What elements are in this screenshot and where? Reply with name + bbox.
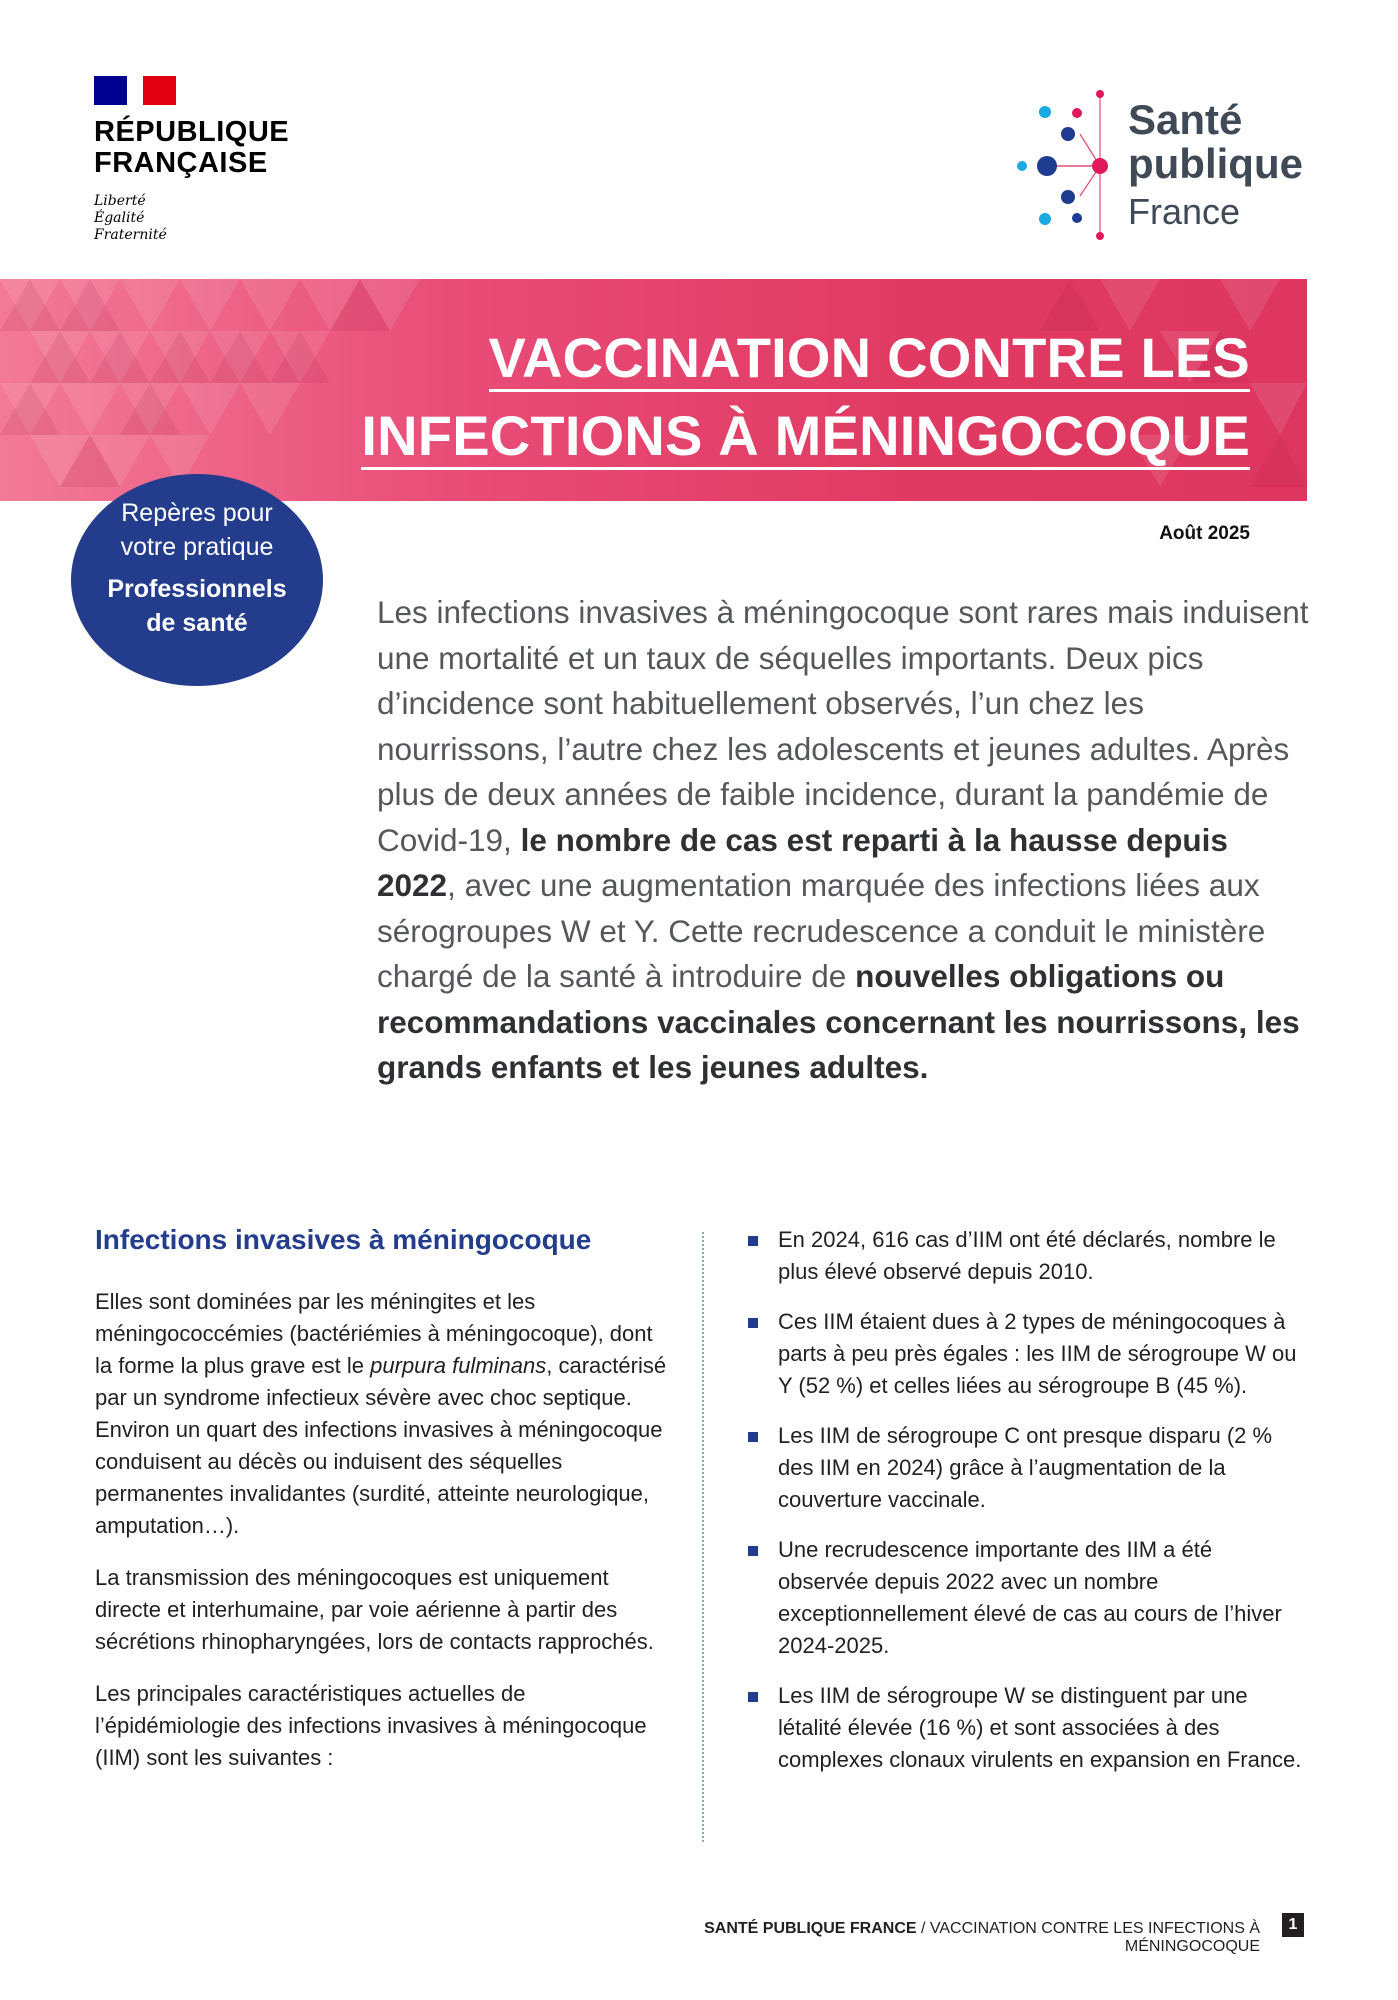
paragraph-forms-text-a: Elles sont dominées par les méningites et les méningococcémies (bactériémies à méningocoque), dont la forme la plus grave est le — [95, 1289, 653, 1378]
badge-audience — [71, 572, 323, 640]
intro-text-2: , avec une augmentation marquée des infections liées aux sérogroupes W et Y. Cette recrudescence a conduit le ministère chargé de la santé à introduire de — [377, 867, 1266, 994]
badge-line-4: de santé — [146, 609, 248, 637]
list-item: Les IIM de sérogroupe W se distinguent par une létalité élevée (16 %) et sont associées à des complexes clonaux virulents en expansion en France. — [748, 1680, 1308, 1776]
audience-badge — [71, 474, 323, 686]
badge-line-2: votre pratique — [120, 533, 274, 561]
footer-separator: / — [916, 1920, 930, 1937]
footer-title: VACCINATION CONTRE LES INFECTIONS À MÉNINGOCOQUE — [929, 1920, 1260, 1955]
paragraph-characteristics: Les principales caractéristiques actuelles de l’épidémiologie des infections invasives à méningocoque (IIM) sont les suivantes : — [95, 1681, 647, 1770]
left-column — [95, 1222, 675, 1794]
badge-line-1: Repères pour — [121, 499, 273, 527]
document-title — [361, 322, 1250, 478]
republique-francaise-logo — [94, 76, 314, 244]
intro-paragraph — [377, 590, 1312, 1091]
intro-bold-2: nouvelles obligations ou recommandations vaccinales concernant les nourrissons, les grands enfants et les jeunes adultes. — [377, 958, 1300, 1085]
publication-date: Août 2025 — [1159, 523, 1250, 544]
spf-word-3: France — [1128, 191, 1241, 232]
title-line-2: INFECTIONS À MÉNINGOCOQUE — [361, 405, 1250, 470]
rf-motto-1: Liberté — [94, 193, 146, 209]
footer-brand: SANTÉ PUBLIQUE FRANCE — [704, 1920, 917, 1937]
spf-dots-icon — [1010, 84, 1120, 244]
paragraph-transmission: La transmission des méningocoques est uniquement directe et interhumaine, par voie aérienne à partir des sécrétions rhinopharyngées, lors de contacts rapprochés. — [95, 1565, 654, 1654]
list-item: En 2024, 616 cas d’IIM ont été déclarés, nombre le plus élevé observé depuis 2010. — [748, 1224, 1308, 1288]
intro-bold-1: le nombre de cas est reparti à la hausse depuis 2022 — [377, 821, 1228, 903]
paragraph-forms-emphasis: purpura fulminans — [370, 1353, 547, 1378]
marianne-flag-icon — [94, 76, 176, 105]
spf-word-2: publique — [1128, 140, 1303, 187]
sante-publique-france-logo — [1010, 84, 1310, 244]
rf-line1: RÉPUBLIQUE — [94, 116, 290, 148]
rf-motto-3: Fraternité — [94, 227, 167, 243]
spf-word-1: Santé — [1128, 96, 1243, 143]
page-number: 1 — [1282, 1913, 1304, 1937]
paragraph-forms-text-b: , caractérisé par un syndrome infectieux sévère avec choc septique. Environ un quart des infections invasives à méningocoque conduisent au décès ou induisent des séquelles permanentes invalidantes (surdité, atteinte neurologique, amputation…). — [95, 1353, 667, 1538]
title-banner — [0, 279, 1307, 501]
rf-motto-2: Égalité — [94, 210, 145, 226]
column-divider — [702, 1232, 704, 1842]
list-item: Une recrudescence importante des IIM a été observée depuis 2022 avec un nombre exceptionnellement élevé de cas au cours de l’hiver 2024-2025. — [748, 1534, 1308, 1662]
rf-line2: FRANÇAISE — [94, 147, 268, 179]
page-footer — [700, 1920, 1260, 1956]
list-item: Les IIM de sérogroupe C ont presque disparu (2 % des IIM en 2024) grâce à l’augmentation de la couverture vaccinale. — [748, 1420, 1308, 1516]
badge-line-3: Professionnels — [107, 575, 287, 603]
paragraph-forms — [95, 1286, 675, 1542]
epidemiology-bullet-list — [748, 1224, 1308, 1794]
section-title: Infections invasives à méningocoque — [95, 1224, 592, 1255]
title-line-1: VACCINATION CONTRE LES — [489, 327, 1250, 392]
badge-subtitle — [71, 496, 323, 564]
intro-text-1: Les infections invasives à méningocoque sont rares mais induisent une mortalité et un taux de séquelles importants. Deux pics d’incidence sont habituellement observés, l’un chez les nourrissons, l’autre chez les adolescents et jeunes adultes. Après plus de deux années de faible incidence, durant la pandémie de Covid-19, — [377, 594, 1309, 858]
list-item: Ces IIM étaient dues à 2 types de méningocoques à parts à peu près égales : les IIM de sérogroupe W ou Y (52 %) et celles liées au sérogroupe B (45 %). — [748, 1306, 1308, 1402]
